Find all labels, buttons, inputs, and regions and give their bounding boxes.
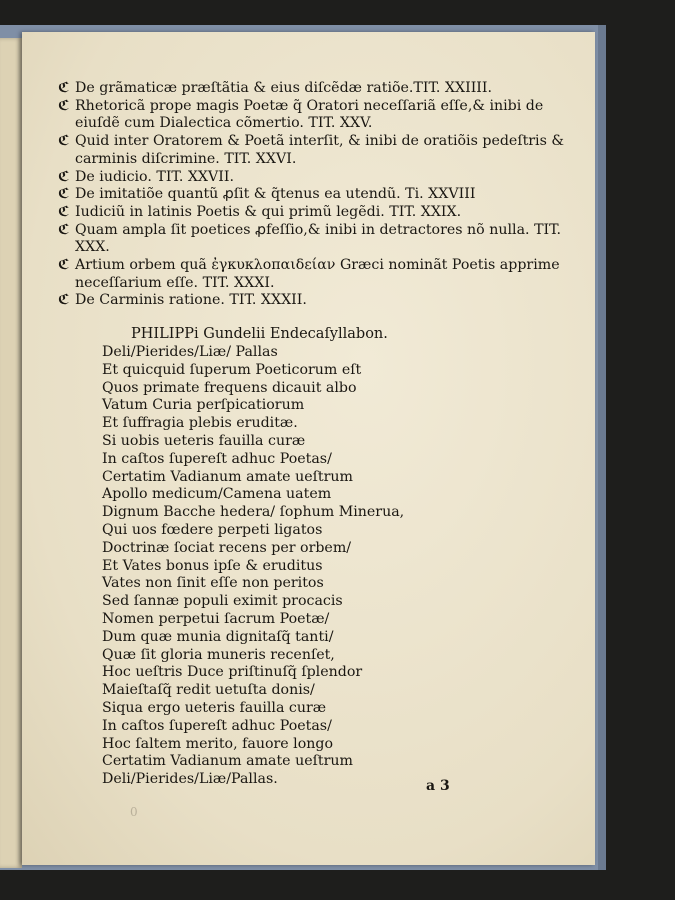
verse-line: In caſtos ſupereſt adhuc Poetas/ xyxy=(102,450,332,467)
toc-entry-text: De imitatiõe quantũ ꝓſit & q̃tenus ea utendũ. Ti. XXVIII xyxy=(75,186,476,203)
book-page xyxy=(22,32,595,865)
pilcrow-icon: ℭ xyxy=(58,97,70,114)
verse-line: Siqua ergo ueteris fauilla curæ xyxy=(102,699,327,716)
verse-line: Hoc ſaltem merito, fauore longo xyxy=(102,735,334,752)
verse-line: Et quicquid ſuperum Poeticorum eſt xyxy=(102,361,362,378)
pilcrow-icon: ℭ xyxy=(58,186,70,203)
toc-entry-text: Quam ampla ſit poetices ꝓfeſſio,& inibi in detractores nõ nulla. TIT. XXX. xyxy=(75,221,562,256)
verse-line: Qui uos fœdere perpeti ligatos xyxy=(102,521,323,538)
toc-entry xyxy=(58,133,578,168)
verse-line: Maieſtaſq̃ redit uetuſta donis/ xyxy=(102,682,315,699)
previous-page-edge xyxy=(0,38,22,868)
toc-entry-text: Iudiciũ in latinis Poetis & qui primũ legẽdi. TIT. XXIX. xyxy=(75,203,462,220)
pilcrow-icon: ℭ xyxy=(58,292,70,309)
pilcrow-icon: ℭ xyxy=(58,80,70,96)
toc-entry xyxy=(58,257,578,292)
verse-line: Certatim Vadianum amate ueſtrum xyxy=(102,468,353,485)
verse-line: Et Vates bonus ipſe & eruditus xyxy=(102,557,323,574)
pilcrow-icon: ℭ xyxy=(58,133,70,150)
pilcrow-icon: ℭ xyxy=(58,203,70,220)
pencil-mark: 0 xyxy=(130,805,138,819)
toc-entry-text: Artium orbem quã ἐγκυκλοπαιδείαν Græci nominãt Poetis apprime neceſſarium eſſe. TIT. XXXI. xyxy=(75,257,560,291)
verse-line: Sed ſannæ populi eximit procacis xyxy=(102,593,343,610)
verse-line: Deli/Pierides/Liæ/Pallas. xyxy=(102,771,278,788)
verse-line: Et ſuffragia plebis eruditæ. xyxy=(102,415,298,432)
verse-line: Nomen perpetui ſacrum Poetæ/ xyxy=(102,610,330,627)
verse-line: Vatum Curia perſpicatiorum xyxy=(102,397,305,414)
toc-entry xyxy=(58,169,578,187)
poem-verses xyxy=(102,344,482,789)
pilcrow-icon: ℭ xyxy=(58,257,70,274)
signature-mark: a 3 xyxy=(426,778,450,794)
pilcrow-icon: ℭ xyxy=(58,168,70,185)
verse-line: Deli/Pierides/Liæ/ Pallas xyxy=(102,344,278,360)
verse-line: Quæ ſit gloria muneris recenſet, xyxy=(102,646,335,663)
toc-entry-text: De grãmaticæ præſtãtia & eius diſcẽdæ ratiõe.TIT. XXIIII. xyxy=(75,80,493,96)
verse-line: Hoc ueſtris Duce priſtinuſq̃ ſplendor xyxy=(102,664,363,681)
pilcrow-icon: ℭ xyxy=(58,221,70,238)
toc-entry xyxy=(58,186,578,204)
verse-line: Quos primate frequens dicauit albo xyxy=(102,379,357,396)
verse-line: Dum quæ munia dignitaſq̃ tanti/ xyxy=(102,628,334,645)
verse-line: Certatim Vadianum amate ueſtrum xyxy=(102,753,353,770)
toc-entry xyxy=(58,222,578,257)
verse-line: Doctrinæ ſociat recens per orbem/ xyxy=(102,539,352,556)
verse-line: Vates non ſinit eſſe non peritos xyxy=(102,575,324,592)
toc-entry-text: Rhetoricã prope magis Poetæ q̃ Oratori neceſſariã eſſe,& inibi de eiuſdẽ cum Dialectica cõmertio. TIT. XXV. xyxy=(75,97,544,132)
verse-line: Si uobis ueteris fauilla curæ xyxy=(102,432,306,449)
toc-entry-text: Quid inter Oratorem & Poetã interſit, & inibi de oratiõis pedeſtris & carminis diſcrimine. TIT. XXVI. xyxy=(75,133,565,167)
toc-entry xyxy=(58,98,578,133)
board-edge xyxy=(598,25,606,870)
verse-line: In caſtos ſupereſt adhuc Poetas/ xyxy=(102,717,332,734)
toc-entry-text: De iudicio. TIT. XXVII. xyxy=(75,168,234,185)
verse-line: Apollo medicum/Camena uatem xyxy=(102,486,332,503)
table-of-contents xyxy=(58,80,578,310)
poem-title: PHILIPPi Gundelii Endecaſyllabon. xyxy=(131,326,388,342)
toc-entry xyxy=(58,292,578,310)
toc-entry xyxy=(58,204,578,222)
toc-entry xyxy=(58,80,578,98)
toc-entry-text: De Carminis ratione. TIT. XXXII. xyxy=(75,292,307,309)
verse-line: Dignum Bacche hedera/ ſophum Minerua, xyxy=(102,504,405,521)
